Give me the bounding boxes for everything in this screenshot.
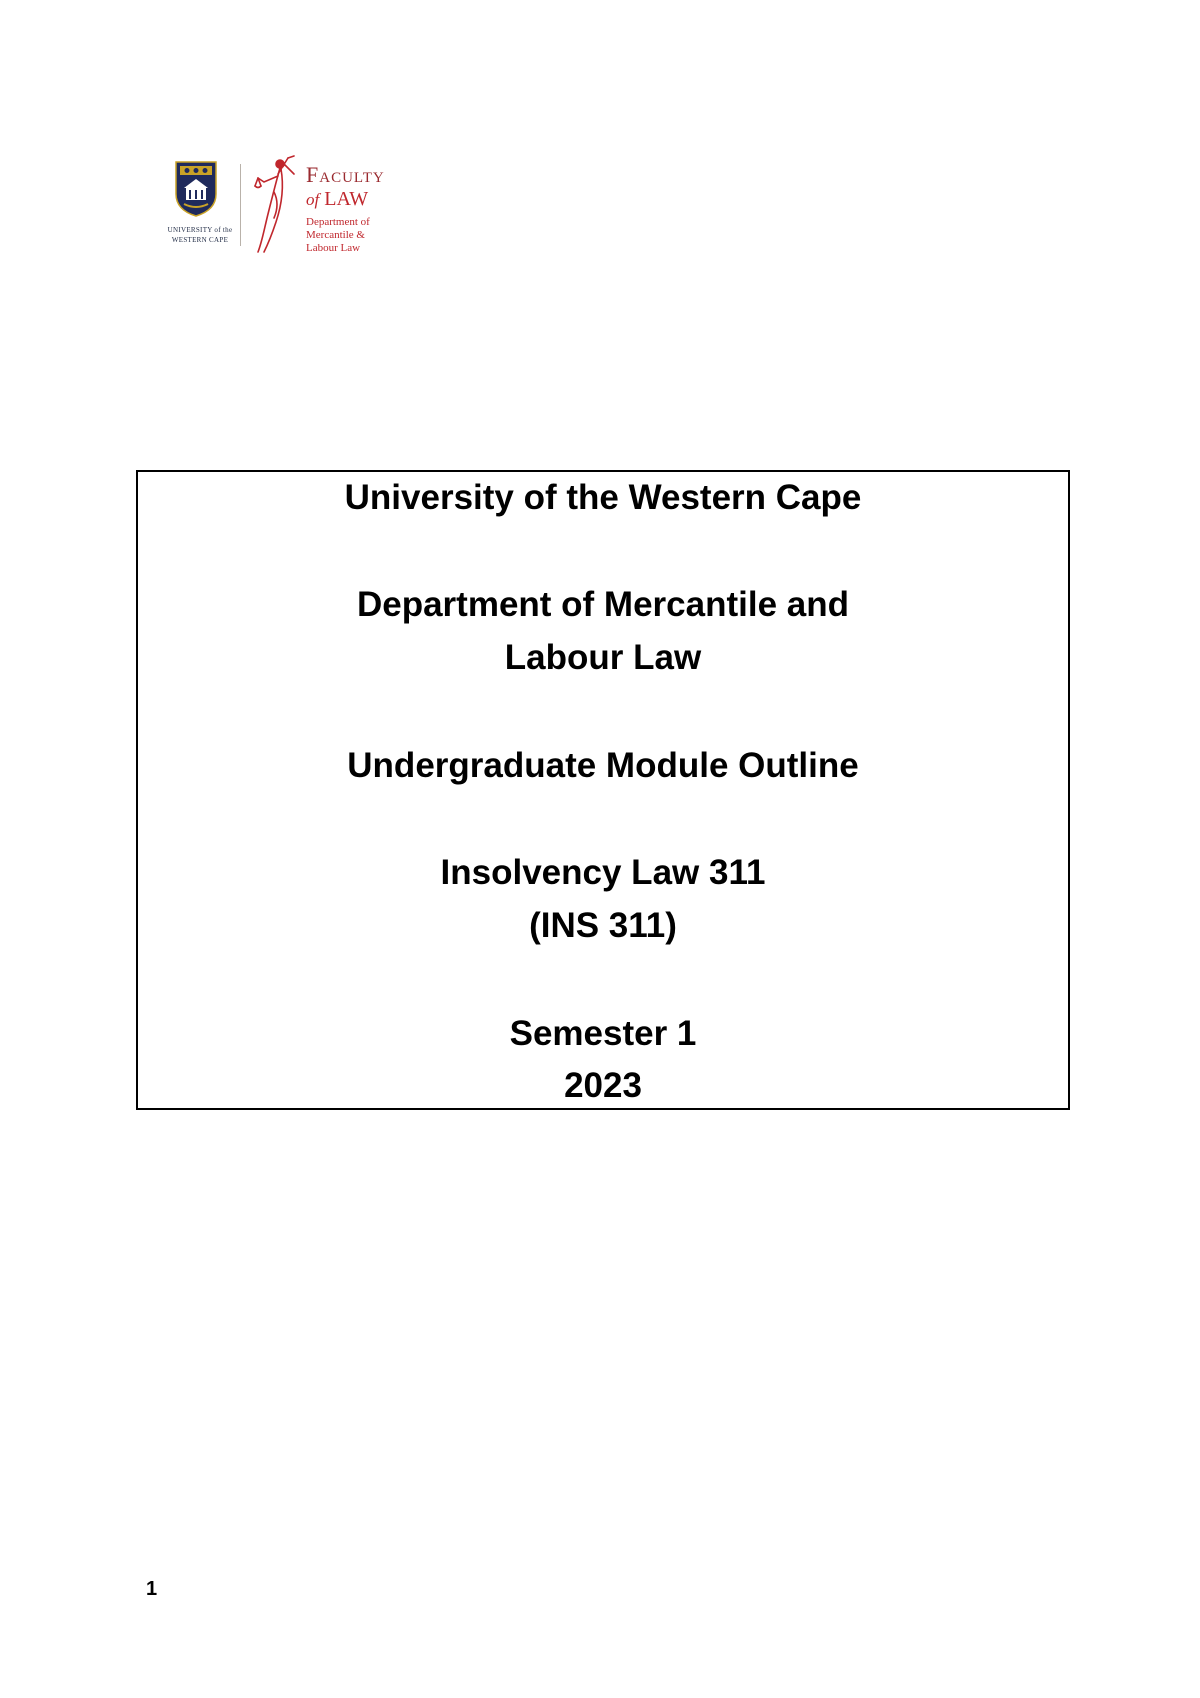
page-number: 1 [146, 1578, 158, 1600]
logo-divider [240, 164, 241, 246]
faculty-of-word: of [306, 190, 320, 209]
university-crest-icon [174, 160, 218, 218]
title-box [136, 470, 1070, 1110]
year: 2023 [564, 1066, 642, 1105]
university-name-line-1: UNIVERSITY of the [167, 226, 233, 234]
university-title: University of the Western Cape [344, 478, 862, 517]
semester: Semester 1 [509, 1014, 697, 1053]
module-outline-title: Undergraduate Module Outline [347, 746, 859, 785]
department-title-line-1: Department of Mercantile and [356, 585, 850, 624]
university-name-line-2: WESTERN CAPE [171, 236, 229, 244]
department-line-3: Labour Law [306, 242, 361, 254]
department-title-line-2: Labour Law [504, 638, 702, 677]
faculty-of-law [306, 188, 368, 211]
department-line-1: Department of [306, 216, 370, 228]
course-code: (INS 311) [529, 906, 677, 945]
lady-justice-icon [254, 152, 296, 256]
faculty-logo [160, 148, 420, 260]
faculty-law-word: LAW [324, 188, 369, 210]
course-name: Insolvency Law 311 [440, 853, 766, 892]
department-line-2: Mercantile & [306, 229, 365, 241]
faculty-name: Faculty [306, 162, 385, 187]
